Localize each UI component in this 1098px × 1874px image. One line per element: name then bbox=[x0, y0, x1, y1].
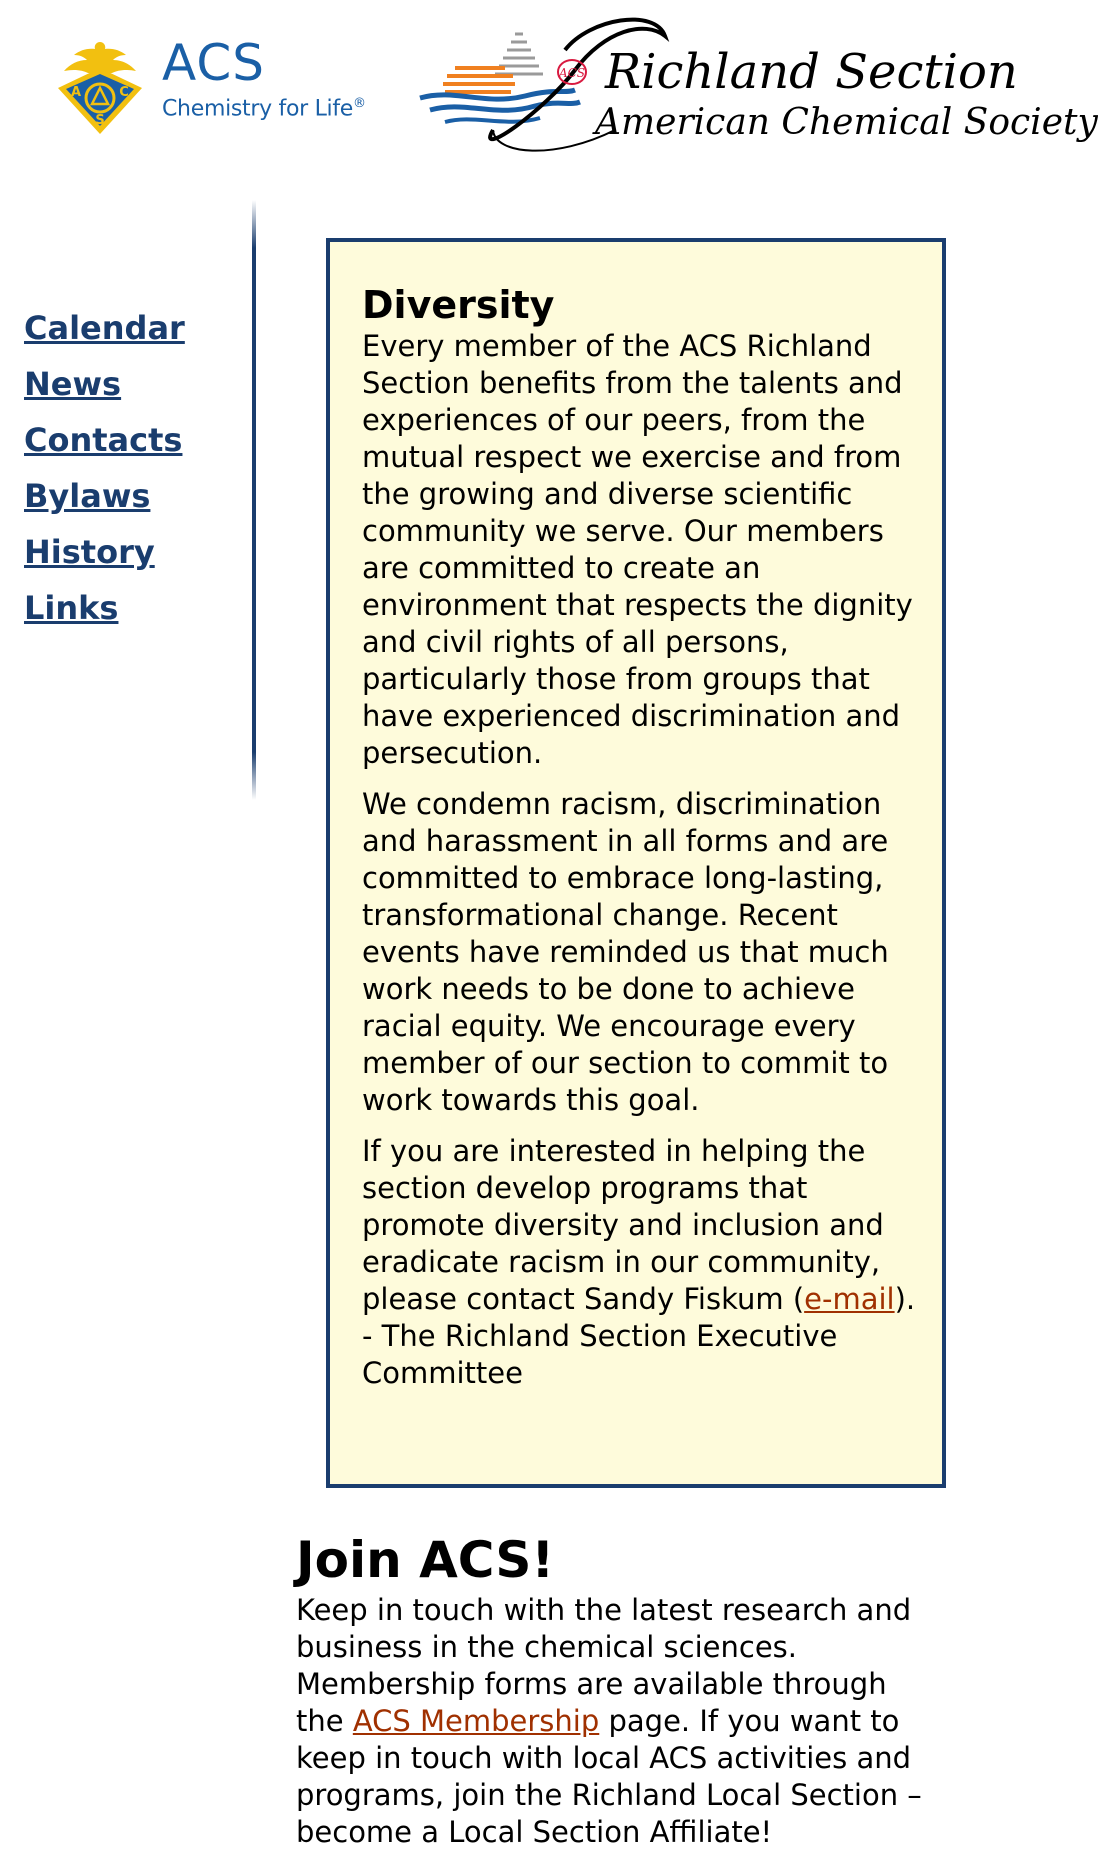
acs-membership-link[interactable]: ACS Membership bbox=[352, 1704, 600, 1738]
join-title: Join ACS! bbox=[296, 1531, 555, 1589]
nav-item-contacts bbox=[24, 412, 185, 468]
diversity-statement-box bbox=[326, 238, 946, 1488]
registered-mark: ® bbox=[353, 96, 366, 111]
nav-item-history bbox=[24, 524, 185, 580]
nav-item-calendar bbox=[24, 300, 185, 356]
acs-emblem-icon bbox=[50, 38, 150, 138]
contact-text-end: ). bbox=[894, 1282, 916, 1316]
diversity-title: Diversity bbox=[362, 283, 555, 327]
section-badge-text: ACS bbox=[558, 66, 586, 80]
nav-link-links[interactable]: Links bbox=[24, 589, 119, 627]
section-subtitle: American Chemical Society bbox=[595, 102, 1098, 143]
emblem-letter-s: S bbox=[95, 113, 105, 128]
sidebar-divider bbox=[252, 200, 256, 800]
nav-item-news bbox=[24, 356, 185, 412]
emblem-letter-a: A bbox=[70, 85, 82, 100]
join-paragraph bbox=[296, 1592, 936, 1851]
nav-link-history[interactable]: History bbox=[24, 533, 155, 571]
diversity-paragraph-1: Every member of the ACS Richland Section benefits from the talents and experiences of our peers, from the mutual respect we exercise and from the growing and diverse scientific community we serve. Our members are committed to create an environment that respects the dignity and civil rights of all persons, particularly those from groups that have experienced discrimination and persecution. bbox=[362, 329, 913, 770]
nav-link-bylaws[interactable]: Bylaws bbox=[24, 477, 151, 515]
section-name: Richland Section bbox=[605, 44, 1018, 100]
diversity-signature: - The Richland Section Executive Committee bbox=[362, 1319, 838, 1390]
acs-logo[interactable] bbox=[50, 34, 366, 138]
join-text-before: Keep in touch with the latest research and business in the chemical sciences. Membership forms are available through the bbox=[296, 1593, 912, 1738]
contact-text: If you are interested in helping the section develop programs that promote diversity and inclusion and eradicate racism in our community, please contact Sandy Fiskum ( bbox=[362, 1134, 884, 1316]
join-text-after: page. If you want to keep in touch with local ACS activities and programs, join the Richland Local Section – become a Local Section Affiliate! bbox=[296, 1704, 922, 1849]
nav-link-news[interactable]: News bbox=[24, 365, 122, 403]
acs-tagline-text: Chemistry for Life bbox=[162, 96, 354, 122]
nav-link-calendar[interactable]: Calendar bbox=[24, 309, 185, 347]
acs-tagline bbox=[162, 96, 366, 121]
page-header bbox=[0, 0, 1098, 170]
sidebar bbox=[0, 200, 256, 800]
nav-link-contacts[interactable]: Contacts bbox=[24, 421, 183, 459]
email-link[interactable]: e-mail bbox=[804, 1282, 895, 1316]
diversity-paragraph-2: We condemn racism, discrimination and harassment in all forms and are committed to embrace long-lasting, transformational change. Recent events have reminded us that much work needs to be done to achieve racial equity. We encourage every member of our section to commit to work towards this goal. bbox=[362, 787, 889, 1117]
sidebar-nav bbox=[24, 300, 185, 636]
acs-wordmark: ACS bbox=[162, 34, 265, 92]
nav-item-links bbox=[24, 580, 185, 636]
emblem-letter-c: C bbox=[119, 85, 129, 100]
richland-section-logo[interactable] bbox=[415, 10, 1098, 170]
nav-item-bylaws bbox=[24, 468, 185, 524]
diversity-paragraph-3 bbox=[362, 1133, 922, 1392]
join-acs-section bbox=[296, 1530, 922, 1851]
